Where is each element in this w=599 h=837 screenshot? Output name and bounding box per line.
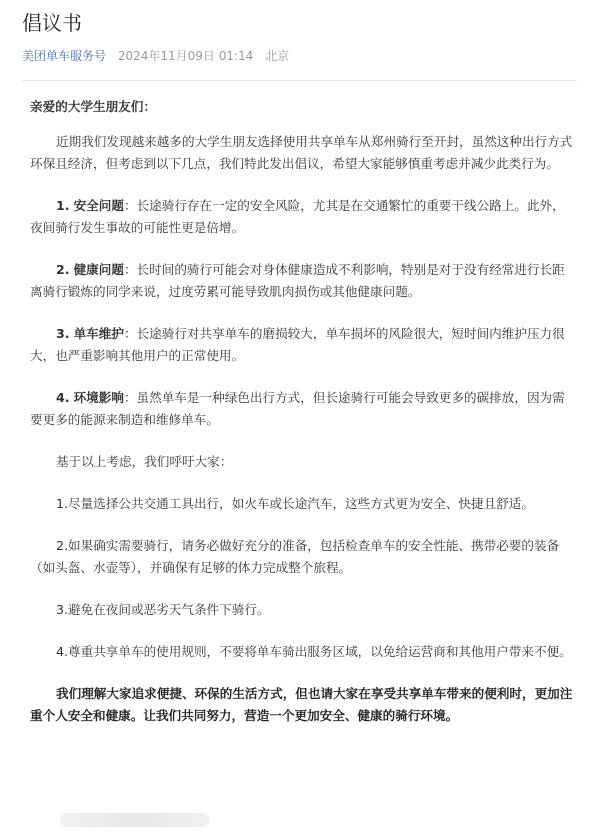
article-title: 倡议书 (22, 11, 82, 35)
point-number: 4. (56, 390, 70, 405)
greeting: 亲爱的大学生朋友们： (30, 99, 156, 114)
suggestion-paragraph: 1.尽量选择公共交通工具出行，如火车或长途汽车，这些方式更为安全、快捷且舒适。 (56, 496, 534, 511)
suggestion-paragraph: 2.如果确实需要骑行，请务必做好充分的准备，包括检查单车的安全性能、携带必要的装备（如头盔、水壶等），并确保有足够的体力完成整个旅程。 (30, 538, 560, 575)
closing-paragraph: 我们理解大家追求便捷、环保的生活方式，但也请大家在享受共享单车带来的便利时，更加注重个人安全和健康。让我们共同努力，营造一个更加安全、健康的骑行环境。 (30, 686, 573, 723)
point-paragraph (30, 195, 577, 239)
call-paragraph: 基于以上考虑，我们呼吁大家： (56, 454, 233, 469)
article-body (30, 96, 577, 727)
publish-location: 北京 (265, 49, 290, 63)
point-heading: 健康问题 (73, 262, 124, 277)
source-account-link[interactable]: 美团单车服务号 (22, 49, 107, 63)
point-number: 3. (56, 326, 70, 341)
point-paragraph (30, 387, 577, 431)
point-number: 2. (56, 262, 70, 277)
publish-date: 2024年11月09日 01:14 (117, 49, 254, 63)
intro-paragraph: 近期我们发现越来越多的大学生朋友选择使用共享单车从郑州骑行至开封，虽然这种出行方式环保且经济，但考虑到以下几点，我们特此发出倡议，希望大家能够慎重考虑并减少此类行为。 (30, 134, 573, 171)
point-text: ：长途骑行存在一定的安全风险，尤其是在交通繁忙的重要干线公路上。此外，夜间骑行发生事故的可能性更是倍增。 (30, 198, 565, 235)
blurred-watermark (60, 813, 210, 827)
point-paragraph (30, 323, 577, 367)
point-paragraph (30, 259, 577, 303)
header-divider (22, 80, 577, 81)
point-heading: 单车维护 (73, 326, 124, 341)
point-text: ：长时间的骑行可能会对身体健康造成不利影响，特别是对于没有经常进行长距离骑行锻炼的同学来说，过度劳累可能导致肌肉损伤或其他健康问题。 (30, 262, 565, 299)
suggestion-paragraph: 4.尊重共享单车的使用规则，不要将单车骑出服务区域，以免给运营商和其他用户带来不便。 (56, 644, 572, 659)
point-text: ：虽然单车是一种绿色出行方式，但长途骑行可能会导致更多的碳排放，因为需要更多的能源来制造和维修单车。 (30, 390, 565, 427)
point-number: 1. (56, 198, 70, 213)
suggestion-paragraph: 3.避免在夜间或恶劣天气条件下骑行。 (56, 602, 270, 617)
article-meta (22, 48, 577, 64)
point-heading: 安全问题 (73, 198, 124, 213)
point-heading: 环境影响 (73, 390, 124, 405)
point-text: ：长途骑行对共享单车的磨损较大，单车损坏的风险很大，短时间内维护压力很大，也严重影响其他用户的正常使用。 (30, 326, 565, 363)
